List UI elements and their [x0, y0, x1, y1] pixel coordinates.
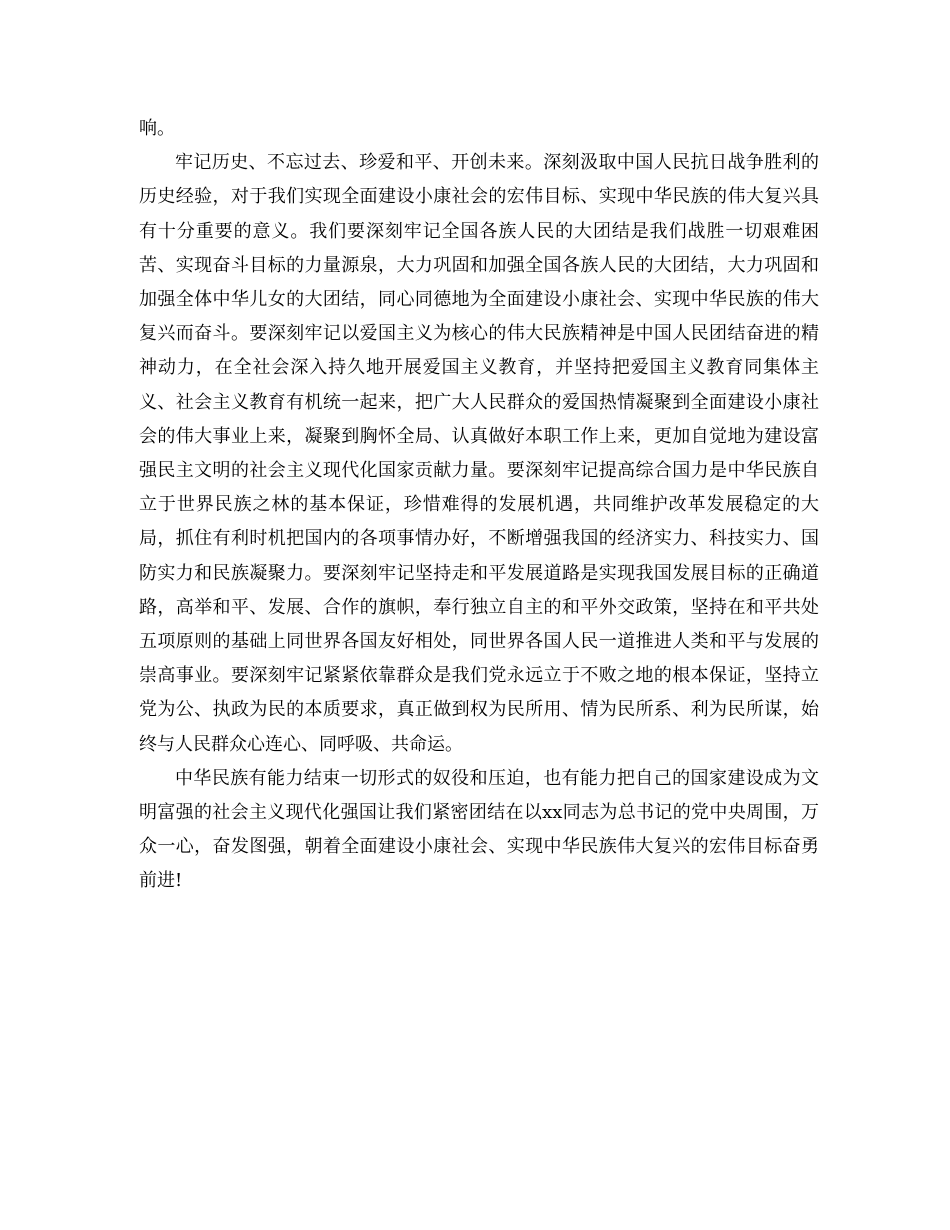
paragraph-history: 牢记历史、不忘过去、珍爱和平、开创未来。深刻汲取中国人民抗日战争胜利的历史经验，对于我们实现全面建设小康社会的宏伟目标、实现中华民族的伟大复兴具有十分重要的意义。我们要深刻牢记全国各族人民的大团结是我们战胜一切艰难困苦、实现奋斗目标的力量源泉，大力巩固和加强全国各族人民的大团结，大力巩固和加强全体中华儿女的大团结，同心同德地为全面建设小康社会、实现中华民族的伟大复兴而奋斗。要深刻牢记以爱国主义为核心的伟大民族精神是中国人民团结奋进的精神动力，在全社会深入持久地开展爱国主义教育，并坚持把爱国主义教育同集体主义、社会主义教育有机统一起来，把广大人民群众的爱国热情凝聚到全面建设小康社会的伟大事业上来，凝聚到胸怀全局、认真做好本职工作上来，更加自觉地为建设富强民主文明的社会主义现代化国家贡献力量。要深刻牢记提高综合国力是中华民族自立于世界民族之林的基本保证，珍惜难得的发展机遇，共同维护改革发展稳定的大局，抓住有利时机把国内的各项事情办好，不断增强我国的经济实力、科技实力、国防实力和民族凝聚力。要深刻牢记坚持走和平发展道路是实现我国发展目标的正确道路，高举和平、发展、合作的旗帜，奉行独立自主的和平外交政策，坚持在和平共处五项原则的基础上同世界各国友好相处，同世界各国人民一道推进人类和平与发展的崇高事业。要深刻牢记紧紧依靠群众是我们党永远立于不败之地的根本保证，坚持立党为公、执政为民的本质要求，真正做到权为民所用、情为民所系、利为民所谋，始终与人民群众心连心、同呼吸、共命运。 — [139, 152, 819, 755]
paragraph-conclusion: 中华民族有能力结束一切形式的奴役和压迫，也有能力把自己的国家建设成为文明富强的社会主义现代化强国让我们紧密团结在以xx同志为总书记的党中央周围，万众一心，奋发图强，朝着全面建设小康社会、实现中华民族伟大复兴的宏伟目标奋勇前进! — [139, 767, 819, 892]
paragraph-continuation: 响。 — [139, 118, 175, 139]
document-body — [139, 112, 819, 899]
